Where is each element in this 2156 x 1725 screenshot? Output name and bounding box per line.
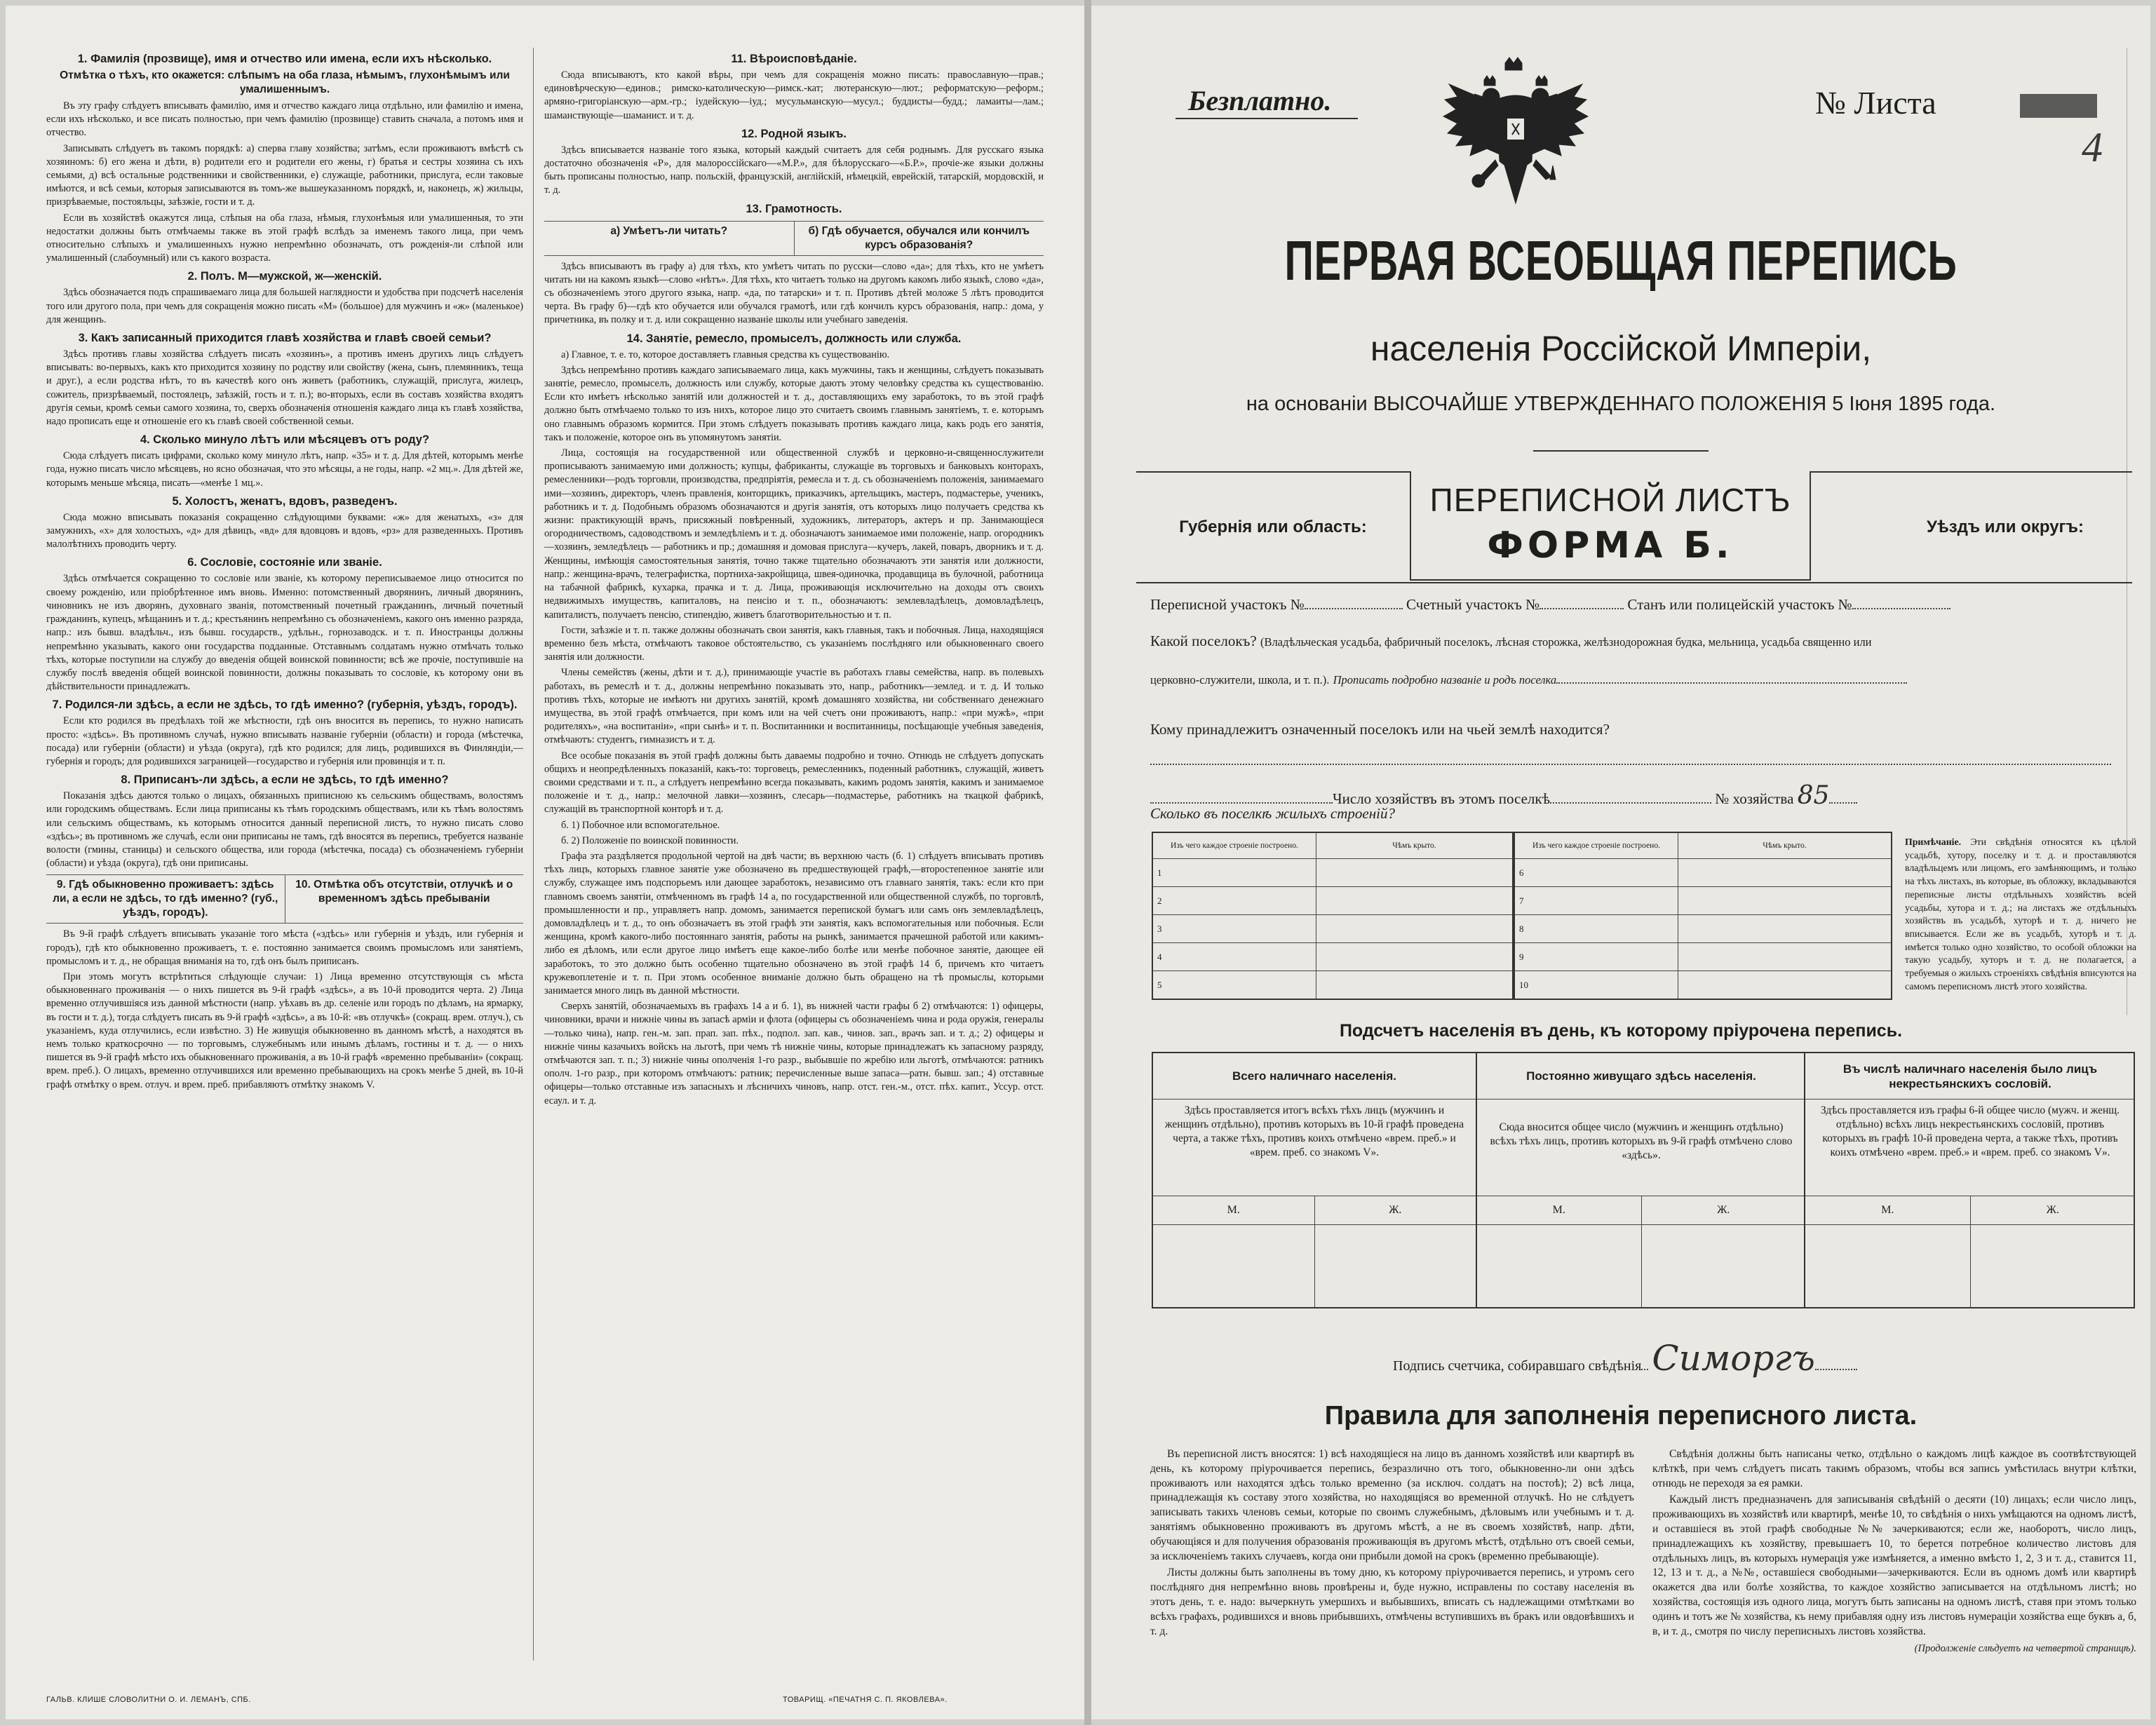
paragraph: Здѣсь вписываютъ въ графу а) для тѣхъ, кто умѣетъ читать по русски—слово «да»; для тѣхъ, кто не умѣетъ читать ни на какомъ языкѣ—слово «нѣтъ». Для тѣхъ, кто читаетъ только на другомъ какомъ либо языкѣ, слово «да», съ обозначеніемъ этого другого языка, напр. «да, по татарски» и т. п. Противъ дѣтей моложе 5 лѣтъ проводится черта. Въ графу б)—гдѣ кто обучается или обучался грамотѣ, или гдѣ кончилъ курсъ образованія, напр.: дома, у причетника, въ полку и т. д. или сокращенно названіе школы или учебнаго заведенія. [544, 260, 1044, 326]
settlement-line [1150, 632, 2132, 650]
count-district-label: Счетный участокъ № [1406, 596, 1540, 613]
buildings-table-right [1514, 832, 1892, 1000]
table-row [1514, 943, 1892, 971]
split-heading-right: б) Гдѣ обучается, обучался или кончилъ курсъ образованія? [794, 222, 1044, 255]
female-header: Ж. [1970, 1196, 2136, 1224]
female-header: Ж. [1641, 1196, 1806, 1224]
male-count-cell[interactable] [1153, 1224, 1314, 1307]
roof-cell[interactable] [1316, 943, 1514, 971]
resident-population-header: Постоянно живущаго здѣсь населенія. [1477, 1053, 1805, 1100]
section-subheading: Отмѣтка о тѣхъ, кто окажется: слѣпымъ на оба глаза, нѣмымъ, глухонѣмымъ или умалишеннымъ. [60, 69, 510, 95]
census-subtitle: населенія Россійской Имперіи, [1370, 329, 1872, 368]
table-row [1152, 971, 1513, 1000]
buildings-note [1905, 836, 2136, 993]
buildings-table-left [1152, 832, 1514, 1000]
settlement-hint-2: церковно-служители, школа, и т. п.). [1150, 673, 1330, 686]
row-number: 8 [1514, 915, 1678, 943]
sex-header-row [1805, 1196, 2135, 1225]
paragraph: б. 2) Положеніе по воинской повинности. [561, 834, 739, 846]
split-heading [46, 874, 523, 924]
section-heading: 5. Холостъ, женатъ, вдовъ, разведенъ. [172, 494, 398, 508]
paragraph: Сверхъ занятій, обозначаемыхъ въ графахъ 14 а и б. 1), въ нижней части графы б 2) отмѣчаются: 1) офицеры, чиновники, врачи и нижніе чины въ запасѣ арміи и флота (офицеры съ обозначеніемъ чина и рода оружія, генералы—только чина), напр. ген.-м. зап. прап. зап. пѣх., подпол. зап. кав., чинов. зап., врачъ зап. и т. д.; 2) офицеры и нижніе чины казачьихъ войскъ на льготѣ, при чемъ тѣ нижніе чины, которые принадлежатъ къ запасному разряду, отмѣчаются зап. т. п.; 3) нижніе чины ополченія 1-го разр., выбывшіе по жребію или льготѣ, отмѣчаются: ратникъ ополч. 1-го разр., при которомъ отмѣчаютъ: ратник; перечисленные выше запаса—ратн. бывш. зап.; 4) отставные офицеры—только отставные изъ запасныхъ и лѣсничихъ чиновъ, напр. отст. ген.-м., отст. пѣх. капит., Уссур. отст. есаул. и т. д. [544, 1001, 1044, 1107]
buildings-roof-header: Чѣмъ крыто. [1678, 832, 1892, 859]
double-headed-eagle-emblem [1442, 56, 1589, 217]
table-row [1514, 859, 1892, 887]
present-population-header: Всего наличнаго населенія. [1153, 1053, 1476, 1100]
sex-header-row [1153, 1196, 1476, 1225]
section-heading: 2. Полъ. М—мужской, ж—женскій. [187, 270, 382, 283]
resident-population-note: Сюда вносится общее число (мужчинъ и женщинъ отдѣльно) всѣхъ тѣхъ лицъ, противъ которыхъ въ 9-й графѣ отмѣчено слово «здѣсь». [1477, 1100, 1805, 1196]
present-population-note: Здѣсь проставляется итогъ всѣхъ тѣхъ лицъ (мужчинъ и женщинъ отдѣльно), противъ которыхъ въ 10-й графѣ проведена черта, а также тѣхъ, противъ коихъ отмѣчено «врем. преб.» и «врем. преб. со знакомъ V». [1153, 1100, 1476, 1196]
male-count-cell[interactable] [1477, 1224, 1641, 1307]
section-heading: 1. Фамилія (прозвище), имя и отчество или имена, если ихъ нѣсколько. [77, 53, 492, 65]
female-count-cell[interactable] [1314, 1224, 1476, 1307]
section-heading: 13. Грамотность. [746, 202, 842, 215]
households-field[interactable] [1550, 792, 1711, 804]
section-heading: 3. Какъ записанный приходится главѣ хозяйства и главѣ своей семьи? [78, 332, 492, 345]
row-number: 6 [1514, 859, 1678, 887]
population-count-table [1152, 1052, 2135, 1308]
signature-label: Подпись счетчика, собиравшаго свѣдѣнія [1393, 1358, 1642, 1374]
paragraph: Здѣсь вписывается названіе того языка, который каждый считаетъ для себя роднымъ. Для русскаго языка достаточно обозначенія «Р», для малороссійскаго—«М.Р.», для бѣлорусскаго—«Б.Р.», прочіе-же языки должны быть прописаны полностью, напр. польскій, французскій, англійскій, нѣмецкій, еврейскій, татарскій, мордовскій, и т. д. [544, 144, 1044, 196]
enumerator-signature-line [1393, 1338, 1857, 1379]
rules-paragraph: Листы должны быть заполнены въ тому дню, къ которому пріурочивается перепись, и утромъ сего послѣдняго дня непремѣнно вновь провѣрены и, буде нужно, исправлены по составу населенія въ этотъ день, т. е. надо: вычеркнуть умершихъ и выбывшихъ, вписать съ надлежащими отмѣтками во всѣхъ графахъ, родившихся и вновь прибывшихъ, отмѣчены вступившихъ въ бракъ или овдовѣвшихъ и т. д. [1150, 1567, 1634, 1637]
paragraph: Члены семействъ (жены, дѣти и т. д.), принимающіе участіе въ работахъ главы семейства, напр. въ полевыхъ работахъ, въ ремеслѣ и т. д., должны непремѣнно показывать это, напр., работникъ—землед. и т. д. И только противъ тѣхъ, которые не имѣютъ ни другихъ занятій, кромѣ домашняго хозяйства, ни собственнаго денежнаго имущества, въ этой графѣ отмѣчается, при комъ или на чей счетъ они проживаютъ, напр.: «при мужѣ», «при родителяхъ», «на воспитаніи», «при сынѣ» и т. п. Воспитанники и воспитанницы, посѣщающіе учебныя заведенія, отмѣчаютъ: студентъ, гимназистъ и т. д. [544, 667, 1044, 746]
present-population-column [1153, 1053, 1476, 1307]
male-header: М. [1881, 1204, 1894, 1216]
paragraph: Записывать слѣдуетъ въ такомъ порядкѣ: а) сперва главу хозяйства; затѣмъ, если проживаютъ вмѣстѣ съ хозяиномъ: б) его жена и дѣти, в) родители его и родители его жены, г) братья и сестры хозяина съ ихъ семьями, д) всѣ остальные родственники и свойственники, е) служащіе, работники, прислуга, если таковые имѣются, и всѣ семьи, которыя записываются въ томъ-же вышеуказанномъ порядкѣ, и, наконецъ, ж) жильцы, призрѣваемые, постояльцы, заѣзжіе, гости и т. д. [46, 142, 523, 208]
legal-basis-main: ВЫСОЧАЙШЕ УТВЕРЖДЕННАГО ПОЛОЖЕНІЯ 5 Іюня 1895 года. [1373, 393, 1996, 415]
paragraph: б. 1) Побочное или вспомогательное. [561, 819, 720, 831]
count-district-field[interactable] [1539, 598, 1624, 609]
stan-field[interactable] [1852, 598, 1950, 609]
free-label: Безплатно. [1188, 85, 1332, 116]
enumerator-signature: Симоргъ [1652, 1338, 1816, 1379]
roof-cell[interactable] [1678, 971, 1892, 1000]
uyezd-label: Уѣздъ или округъ: [1926, 518, 2084, 536]
roof-cell[interactable] [1678, 943, 1892, 971]
sex-header-row [1477, 1196, 1805, 1225]
roof-cell[interactable] [1316, 971, 1514, 1000]
right-page [1091, 6, 2150, 1719]
roof-cell[interactable] [1316, 859, 1514, 887]
households-label: Число хозяйствъ въ этомъ поселкѣ [1333, 790, 1550, 807]
form-title-box [1410, 471, 1811, 581]
table-row [1152, 859, 1513, 887]
printer-credit-left: ГАЛЬВ. КЛИШЕ СЛОВОЛИТНИ О. И. ЛЕМАНЪ, СПБ. [46, 1696, 251, 1704]
male-header: М. [1552, 1204, 1565, 1216]
book-gutter [1084, 0, 1091, 1725]
table-row [1514, 887, 1892, 915]
paragraph: Сюда слѣдуетъ писать цифрами, сколько кому минуло лѣтъ, напр. «35» и т. д. Для дѣтей, которымъ менѣе года, нужно писать число мѣсяцевъ, но ясно обозначая, что это мѣсяцы, а не годы, напр. «2 мц.». Для дѣтей же, которымъ меньше мѣсяца, писать—«менѣе 1 мц.». [46, 450, 523, 489]
uyezd-field[interactable] [1878, 473, 2132, 582]
population-count-title: Подсчетъ населенія въ день, къ которому пріурочена перепись. [1339, 1021, 1903, 1041]
paragraph: Если въ хозяйствѣ окажутся лица, слѣпыя на оба глаза, нѣмыя, глухонѣмыя или умалишенныя, то эти недостатки должны быть отмѣчаемы также въ этой графѣ вслѣдъ за именемъ такого лица, при чемъ относительно слѣпыхъ и умалишенныхъ нужно непремѣнно обозначать, отъ рожденія-ли слѣпой или умалишенный (слабоумный) или съ какого возраста. [46, 212, 523, 264]
legal-basis-prefix: на основаніи [1246, 393, 1373, 415]
split-heading [544, 221, 1044, 256]
census-district-field[interactable] [1305, 598, 1403, 609]
paragraph: Сюда можно вписывать показанія сокращенно слѣдующими буквами: «ж» для женатыхъ, «з» для замужнихъ, «х» для холостыхъ, «д» для дѣвицъ, «вд» для вдовцовъ и вдовъ, «рз» для разведенныхъ. Противъ малолѣтнихъ проводить черту. [46, 511, 523, 550]
paragraph: Въ эту графу слѣдуетъ вписывать фамилію, имя и отчество каждаго лица отдѣльно, или фамилію и имена, если ихъ нѣсколько, и все писать полностью, при чемъ фамилію (прозвище) ставить сначала, а потомъ имя и отчество. [46, 100, 523, 139]
row-number: 7 [1514, 887, 1678, 915]
buildings-note-label: Примѣчаніе. [1905, 837, 1962, 847]
rules-paragraph: Каждый листъ предназначенъ для записыванія свѣдѣній о десяти (10) лицахъ; если число лицъ, проживающихъ въ хозяйствѣ или квартирѣ, менѣе 10, то свѣдѣнія о нихъ умѣщаются на одномъ листѣ, и оставшіеся въ этой графѣ свободные №№ зачеркиваются; если же, наоборотъ, число лицъ, принадлежащихъ къ хозяйству, превышаетъ 10, то берется потребное количество листовъ для отдѣльныхъ лицъ, въ которыхъ нумерація уже измѣняется, а именно вмѣсто 1, 2, 3 и т. д., ставится 11, 12, 13 и т. д., а №№, оставшіеся свободными—зачеркиваются. Если въ одномъ домѣ или квартирѣ окажется два или болѣе хозяйства, то каждое хозяйство записывается на отдѣльномъ листѣ; но хозяйства, состоящія изъ одного лица, могутъ быть записаны на одномъ листѣ, ставя при этомъ только одинъ и тотъ же № хозяйства, къ нему прибавляя одну изъ листовъ нумераціи хозяйства еще буквъ а, б, в, и т. д., смотря по числу переписныхъ листовъ хозяйства. [1652, 1494, 2136, 1637]
split-heading-left: а) Умѣетъ-ли читать? [610, 224, 728, 237]
signature-lead [1641, 1359, 1648, 1370]
paragraph: Если кто родился въ предѣлахъ той же мѣстности, гдѣ онъ вносится въ перепись, то нужно написать просто: «здѣсь». Въ противномъ случаѣ, нужно вписывать названіе губерніи (области) и города (мѣстечка, посада) или губерніи (области) и уѣзда (округа), гдѣ кто родился; для лицъ, родившихся въ Финляндіи,—губернія и городъ; для родившихся заграницей—государство и губернія или провинція и т. п. [46, 715, 523, 767]
free-label-underline [1175, 118, 1358, 119]
paragraph: Лица, состоящія на государственной или общественной службѣ и церковно-и-священнослужители прописываютъ занимаемую ими должность; купцы, фабриканты, служащіе въ торговыхъ и банковыхъ конторахъ, ремесленники—родъ торговли, производства, предпріятія, ремесла и т. д. съ обозначеніемъ положенія, занимаемаго ими—хозяинъ, директоръ, членъ правленія, конторщикъ, приказчикъ, артельщикъ, мастеръ, подмастерье, ученикъ, работникъ и т. д. Подобнымъ образомъ обозначаются и другія занятія, отъ которыхъ лицо получаетъ средства къ жизни: практикующій врачъ, присяжный повѣренный, художникъ, литераторъ, актеръ и пр. Занимающіеся огородничествомъ, садоводствомъ и земледѣліемъ и т. д. обозначаютъ занимаемое ими положеніе, напр. огородникъ—хозяинъ, земледѣлецъ — работникъ и пр.; домашняя и домовая прислуга—кучеръ, лакей, поваръ, дворникъ и т. д. Женщины, имѣющія самостоятельныя занятія, точно также тщательно обозначаютъ эти занятія или должности, напр.: женщина-врачъ, телеграфистка, портниха-закройщица, швея-одиночка, продавщица въ булочной, работница на табачной фабрикѣ, кухарка, прачка и т. д. Лица, проживающія исключительно на доходы отъ своихъ недвижимыхъ имуществъ, капиталовъ, на пенсію и т. п., обозначаютъ: землевладѣлецъ, домовладѣлецъ, капиталистъ, получаетъ пенсію, стипендію, живетъ благотворительностью и т. п. [544, 447, 1044, 621]
section-heading: 8. Приписанъ-ли здѣсь, а если не здѣсь, то гдѣ именно? [121, 773, 449, 787]
table-row [1152, 915, 1513, 943]
non-peasant-column [1804, 1053, 2135, 1307]
value-row [1477, 1224, 1805, 1307]
section-heading: 4. Сколько минуло лѣтъ или мѣсяцевъ отъ роду? [140, 433, 430, 447]
row-number: 2 [1152, 887, 1316, 915]
roof-cell[interactable] [1678, 887, 1892, 915]
split-heading-left: 9. Гдѣ обыкновенно проживаетъ: здѣсь ли, а если не здѣсь, то гдѣ именно? (губ., уѣздъ, городъ). [53, 879, 278, 919]
row-number: 1 [1152, 859, 1316, 887]
settlement-hint-3: Прописать подробно названіе и родъ поселка [1333, 673, 1557, 686]
stan-label: Станъ или полицейскій участокъ № [1627, 596, 1852, 613]
household-count-lead [1150, 792, 1333, 804]
sheet-number-label: № Листа [1815, 85, 1936, 121]
value-row [1805, 1224, 2135, 1307]
rules-column-2 [1652, 1447, 2136, 1656]
value-row [1153, 1224, 1476, 1307]
paragraph: Показанія здѣсь даются только о лицахъ, обязанныхъ приписною къ сельскимъ обществамъ, волостямъ или городскимъ обществамъ. Если лица приписаны къ тѣмъ городскимъ обществамъ, или къ тѣмъ волостямъ или сельскимъ обществамъ, къ которымъ относится данный переписной листъ, то нужно писать слово «здѣсь»; въ противномъ же случаѣ, если они приписаны не тамъ, гдѣ вносятся въ перепись, требуется названіе волости (гмины, станицы) и сельского общества, или города (мѣстечка, посада) съ обозначеніемъ губерніи (области) и уѣзда (округа), гдѣ они приписаны. [46, 790, 523, 870]
paragraph: Гости, заѣзжіе и т. п. также должны обозначать свои занятія, какъ главныя, такъ и побочныя. Лица, находящіяся временно безъ мѣста, отмѣчаютъ таковое обстоятельство, съ указаніемъ послѣдняго или обыкновеннаго своего занятія или должности. [544, 624, 1044, 663]
owner-field-line [1150, 752, 2132, 769]
owner-question: Кому принадлежитъ означенный поселокъ или на чьей землѣ находится? [1150, 721, 1610, 738]
row-number: 3 [1152, 915, 1316, 943]
legal-basis [1091, 393, 2150, 416]
paragraph: Здѣсь непремѣнно противъ каждаго записываемаго лица, какъ мужчины, такъ и женщины, слѣдуетъ показывать занятіе, ремесло, промыселъ, должность или службу, которые даютъ этому человѣку средства къ существованію. Если кто имѣетъ нѣсколько занятій или должностей и т. д., доставляющихъ ему заработокъ, то въ этой графѣ должно быть отмѣчаемо только то изъ нихъ, которое лицо это считаетъ своимъ главнымъ занятіемъ, т. е. которымъ оно главнымъ образомъ кормится. При этомъ слѣдуетъ показывать противъ каждаго лица, какъ родъ его занятія, такъ и положеніе, которое онъ въ упомянутомъ занятіи. [544, 364, 1044, 443]
table-row [1152, 887, 1513, 915]
paragraph: Все особые показанія въ этой графѣ должны быть даваемы подробно и точно. Отнюдь не слѣдуетъ допускать общихъ и неопредѣленныхъ показаній, какъ-то: торговецъ, ремесленникъ, поденный работникъ, служащій, живетъ своими средствами и т. п., а слѣдуетъ непремѣнно всегда показывать, какимъ родомъ занятія, какимъ и занимаемое положеніе и т. д., напр.: мелочной лавки—хозяинъ, слесарь—подмастерье, работникъ на ткацкой фабрикѣ, служащій въ транспортной конторѣ и т. д. [544, 750, 1044, 816]
buildings-material-header: Изъ чего каждое строеніе построено. [1514, 832, 1678, 859]
column-divider [533, 48, 534, 1660]
row-number: 10 [1514, 971, 1678, 1000]
sheet-number-stamp [2020, 94, 2097, 118]
table-row [1514, 915, 1892, 943]
section-heading: 14. Занятіе, ремесло, промыселъ, должность или служба. [626, 332, 962, 345]
instructions-column-1 [46, 48, 523, 1663]
settlement-hint: (Владѣльческая усадьба, фабричный поселокъ, лѣсная сторожка, желѣзнодорожная будка, мельница, усадьба священно или [1260, 635, 1872, 649]
rules-continuation-note: (Продолженіе слѣдуетъ на четвертой страницѣ). [1914, 1643, 2136, 1655]
gubernia-label: Губернія или область: [1179, 518, 1367, 536]
row-number: 5 [1152, 971, 1316, 1000]
section-heading: 6. Сословіе, состояніе или званіе. [187, 556, 382, 569]
roof-cell[interactable] [1316, 915, 1514, 943]
roof-cell[interactable] [1678, 915, 1892, 943]
table-row [1152, 943, 1513, 971]
rules-paragraph: Свѣдѣнія должны быть написаны четко, отдѣльно о каждомъ лицѣ каждое въ соотвѣтствующей клѣткѣ, при чемъ слѣдуетъ писать такимъ образомъ, чтобы вся запись умѣстилась внутри клѣтки, отнюдь не переходя за ея рамки. [1652, 1448, 2136, 1489]
paragraph: Въ 9-й графѣ слѣдуетъ вписывать указаніе того мѣста («здѣсь» или губернія и уѣздъ, или губернія и городъ), гдѣ кто обыкновенно проживаетъ, т. е. постоянно занимается своимъ промысломъ или занятіемъ, промысломъ и т. д., не обращая вниманія на то, гдѣ онъ былъ приписанъ. [46, 928, 523, 967]
female-header: Ж. [1314, 1196, 1476, 1224]
female-count-cell[interactable] [1641, 1224, 1806, 1307]
census-district-label: Переписной участокъ № [1150, 596, 1305, 613]
district-line [1150, 596, 2132, 614]
section-heading: 11. Вѣроисповѣданіе. [731, 53, 857, 65]
settlement-question: Какой поселокъ? [1150, 632, 1257, 649]
buildings-line [1150, 805, 2132, 823]
non-peasant-header: Въ числѣ наличнаго населенія было лицъ некрестьянскихъ сословій. [1805, 1053, 2135, 1100]
buildings-material-header: Изъ чего каждое строеніе построено. [1152, 832, 1316, 859]
roof-cell[interactable] [1678, 859, 1892, 887]
paragraph: Здѣсь обозначается подъ спрашиваемаго лица для большей наглядности и удобства при подсчетѣ населенія того или другого пола, при чемъ для сокращенія можно писать «М» (большое) для мужчинъ и «ж» (маленькое) для женщинъ. [46, 287, 523, 325]
rules-column-1 [1150, 1447, 1634, 1641]
form-title: ПЕРЕПИСНОЙ ЛИСТЪ [1429, 482, 1791, 518]
paragraph: а) Главное, т. е. то, которое доставляетъ главныя средства къ существованію. [561, 349, 890, 360]
gubernia-field[interactable] [1136, 473, 1410, 582]
row-number: 9 [1514, 943, 1678, 971]
form-header [1136, 471, 2132, 583]
signature-tail [1815, 1359, 1857, 1370]
split-heading-right: 10. Отмѣтка объ отсутствіи, отлучкѣ и о временномъ здѣсь пребываніи [285, 875, 524, 923]
table-row [1514, 971, 1892, 1000]
buildings-question: Сколько въ поселкѣ жилыхъ строеній? [1150, 805, 1395, 822]
rules-paragraph: Въ переписной листъ вносятся: 1) всѣ находящіеся на лицо въ данномъ хозяйствѣ или квартирѣ въ день, къ которому пріурочивается перепись, безразлично отъ того, обыкновенно-ли они здѣсь проживаютъ или находятся здѣсь только временно (за исключ. солдатъ на постоѣ); 2) всѣ лица, принадлежащія къ составу этого хозяйства, но находящіяся во временной отлучкѣ. Но не слѣдуетъ записывать такихъ членовъ семьи, которые по своимъ служебнымъ, дѣловымъ или учебнымъ и т. д. занятіямъ обыкновенно проживаютъ въ другомъ мѣстѣ, а не въ своемъ хозяйствѣ, напр. дѣти, обучающіяся и для получения образованія проживающія въ другомъ мѣстѣ, отдѣльно отъ своей семьи, за исключеніемъ такихъ случаевъ, когда они прибыли домой на срокъ (временно пребывающіе). [1150, 1448, 1634, 1562]
non-peasant-note: Здѣсь проставляется изъ графы 6-й общее число (мужч. и женщ. отдѣльно) всѣхъ лицъ некрестьянскихъ сословій, противъ которыхъ въ графѣ 10-й проведена черта, а также тѣхъ, противъ коихъ отмѣчено «врем. преб.» и «врем. преб. со знакомъ V». [1805, 1100, 2135, 1196]
instructions-column-2 [544, 48, 1044, 1663]
settlement-field[interactable] [1556, 672, 1907, 684]
paragraph: Здѣсь отмѣчается сокращенно то сословіе или званіе, къ которому переписываемое лицо относится по своему рожденію, или пріобрѣтенное имъ вновь. Именно: потомственный дворянинъ, личный дворянинъ, чиновникъ не изъ дворянъ, духовнаго званія, потомственный почетный гражданинъ, личный почетный гражданинъ, купецъ, мѣщанинъ и т. д.; крестьянинъ непремѣнно съ обозначеніемъ, какого онъ именно разряда, напр.: изъ бывш. владѣльч., изъ бывш. государств., удѣльн., горнозаводск. и т. п. Иностранцы должны непремѣнно указывать, какого они государства подданные. Отставнымъ солдатамъ нужно отмѣчать только тѣхъ, которые поступили на службу до введенія общей воинской повинности; всѣ же прочіе, поступившіе на службу послѣ введенія общей воинской повинности, должны показывать то сословіе, къ которому они въ дѣйствительности принадлежатъ. [46, 573, 523, 693]
form-code: ФОРМА Б. [1487, 525, 1734, 567]
paragraph: Графа эта раздѣляется продольной чертой на двѣ части; въ верхнюю часть (б. 1) слѣдуетъ вписывать противъ тѣхъ лицъ, которыхъ главное занятіе уже обозначено въ предшествующей графѣ,—второстепенное занятіе или службу, служащее имъ подспорьемъ или дающее заработокъ, независимо отъ главнаго занятія, такъ: если кто при главномъ своемъ занятіи, отмѣченномъ въ графѣ 14 а, по государственной или общественной службѣ, по торговлѣ, промышленности и пр., управляетъ напр. домомъ, занимается перепиской бумагъ или самъ онъ землевладѣлецъ, домовладѣлецъ и т. д., то онъ обозначаетъ въ этой графѣ эти занятія, какъ вспомогательныя или побочныя. Если женщина, кромѣ какого-либо постояннаго занятія, работы на рынкѣ, занимается прачешной работой или какимъ-либо ея дѣломъ, или если другое лицо имѣетъ еще какое-либо болѣе или менѣе побочное занятіе, дающее ей заработокъ, то это должно быть особенно тщательно обозначено въ этой графѣ 14 б, причемъ кто читаетъ кружевоплетеніе и т. п. При этомъ особенное вниманіе должно быть обращено на тѣ промыслы, которыми занимается много лицъ въ данной мѣстности. [544, 850, 1044, 996]
male-header: М. [1227, 1204, 1240, 1216]
paragraph: Сюда вписываютъ, кто какой вѣры, при чемъ для сокращенія можно писать: православную—прав.; единовѣрческую—единов.; римско-католическую—римск.-кат; лютеранскую—лют.; реформатскую—реформ.; армяно-григоріанскую—арм.-гр.; іудейскую—іуд.; мусульманскую—мусул.; буддисты—будд.; ламаиты—лам.; шаманствующіе—шаманист. и т. д. [544, 69, 1044, 121]
settlement-line-2 [1150, 670, 2132, 688]
row-number: 4 [1152, 943, 1316, 971]
census-title: ПЕРВАЯ ВСЕОБЩАЯ ПЕРЕПИСЬ [1284, 229, 1958, 292]
household-number-field[interactable] [1829, 792, 1857, 804]
paragraph: При этомъ могутъ встрѣтиться слѣдующіе случаи: 1) Лица временно отсутствующія съ мѣста обыкновеннаго проживанія — о нихъ пишется въ 9-й графѣ «здѣсь», а въ 10-й проводится черта. 2) Лица временно отлучившіяся изъ данной мѣстности (напр. уѣхавъ въ др. селеніе или городъ по дѣламъ, на ярмарку, въ гости и т. д.), тогда слѣдуетъ писать въ 9-й графѣ «здѣсь», а въ 10-й: «въ отлучкѣ» (сокращ. врем. отлуч.), съ указаніемъ, куда отлучились, если извѣстно. 3) Не живущія обыкновенно въ данномъ мѣстѣ, а находятся въ немъ только краткосрочно — по торговымъ, служебнымъ или инымъ дѣламъ, гостины и т. д. — о нихъ пишется въ 9-й графѣ мѣсто ихъ обыкновеннаго проживанія, а въ 10-й графѣ «временно пребываніи» (сокращ. врем. преб.). О лицахъ, временно отлучившихся или временно пребывающихъ на срокъ менѣе 5 дней, въ 10-й графѣ отмѣтку о врем. отлуч. и врем. преб. прибавляютъ отмѣтку знакомъ V. [46, 970, 523, 1090]
buildings-roof-header: Чѣмъ крыто. [1316, 832, 1514, 859]
printer-credit-right: ТОВАРИЩ. «ПЕЧАТНЯ С. П. ЯКОВЛЕВА». [783, 1696, 948, 1704]
household-number-label: № хозяйства [1715, 790, 1794, 807]
sheet-number-handwritten: 4 [2082, 124, 2103, 170]
roof-cell[interactable] [1316, 887, 1514, 915]
owner-line [1150, 721, 2132, 738]
section-heading: 12. Родной языкъ. [741, 127, 847, 140]
left-page [6, 6, 1084, 1719]
section-heading: 7. Родился-ли здѣсь, а если не здѣсь, то гдѣ именно? (губернія, уѣздъ, городъ). [52, 698, 518, 712]
title-divider [1533, 450, 1709, 452]
female-count-cell[interactable] [1970, 1224, 2136, 1307]
paragraph: Здѣсь противъ главы хозяйства слѣдуетъ писать «хозяинъ», а противъ именъ другихъ лицъ слѣдуетъ вписывать: во-первыхъ, какъ кто приходится хозяину по родству или свойству (жена, сынъ, племянникъ, теща и друг.), а если родства нѣтъ, то въ качествѣ кого онъ живетъ (работникъ, служащій, прислуга, жилецъ, сожитель, призрѣваемый, постоялецъ, заѣзжій, гость и т. п.); во-вторыхъ, если въ составъ хозяйства входятъ другія семьи, кромѣ семьи самого хозяина, то, сверхъ обозначенія отношенія каждаго лица къ главѣ хозяйства, надо прописать еще и отношеніе его къ главѣ своей собственной семьи. [46, 349, 523, 428]
household-number-handwritten: 85 [1797, 781, 1830, 810]
male-count-cell[interactable] [1805, 1224, 1970, 1307]
resident-population-column [1476, 1053, 1805, 1307]
buildings-note-text: Эти свѣдѣнія относятся къ цѣлой усадьбѣ, хутору, поселку и т. д. и проставляются владѣльцемъ или лицомъ, его замѣняющимъ, и только на тѣхъ листахъ, въ которые, въ обложку, вкладываются переписные листы отдѣльныхъ хозяйствъ всей усадьбы, хутора и т. д.; на листахъ же отдѣльныхъ хозяйствъ въ усадьбѣ, хуторѣ и т. д. ничего не вписывается. Если же въ усадьбѣ, хуторѣ и т. д. имѣется только одно хозяйство, то особой обложки на такую усадьбу, хуторъ и т. д. не полагается, а требуемыя о жилыхъ строеніяхъ свѣдѣнія вписуются на самомъ переписномъ листѣ этого хозяйства. [1905, 837, 2136, 992]
owner-field[interactable] [1150, 754, 2111, 765]
rules-title: Правила для заполненія переписного листа. [1324, 1401, 1918, 1430]
